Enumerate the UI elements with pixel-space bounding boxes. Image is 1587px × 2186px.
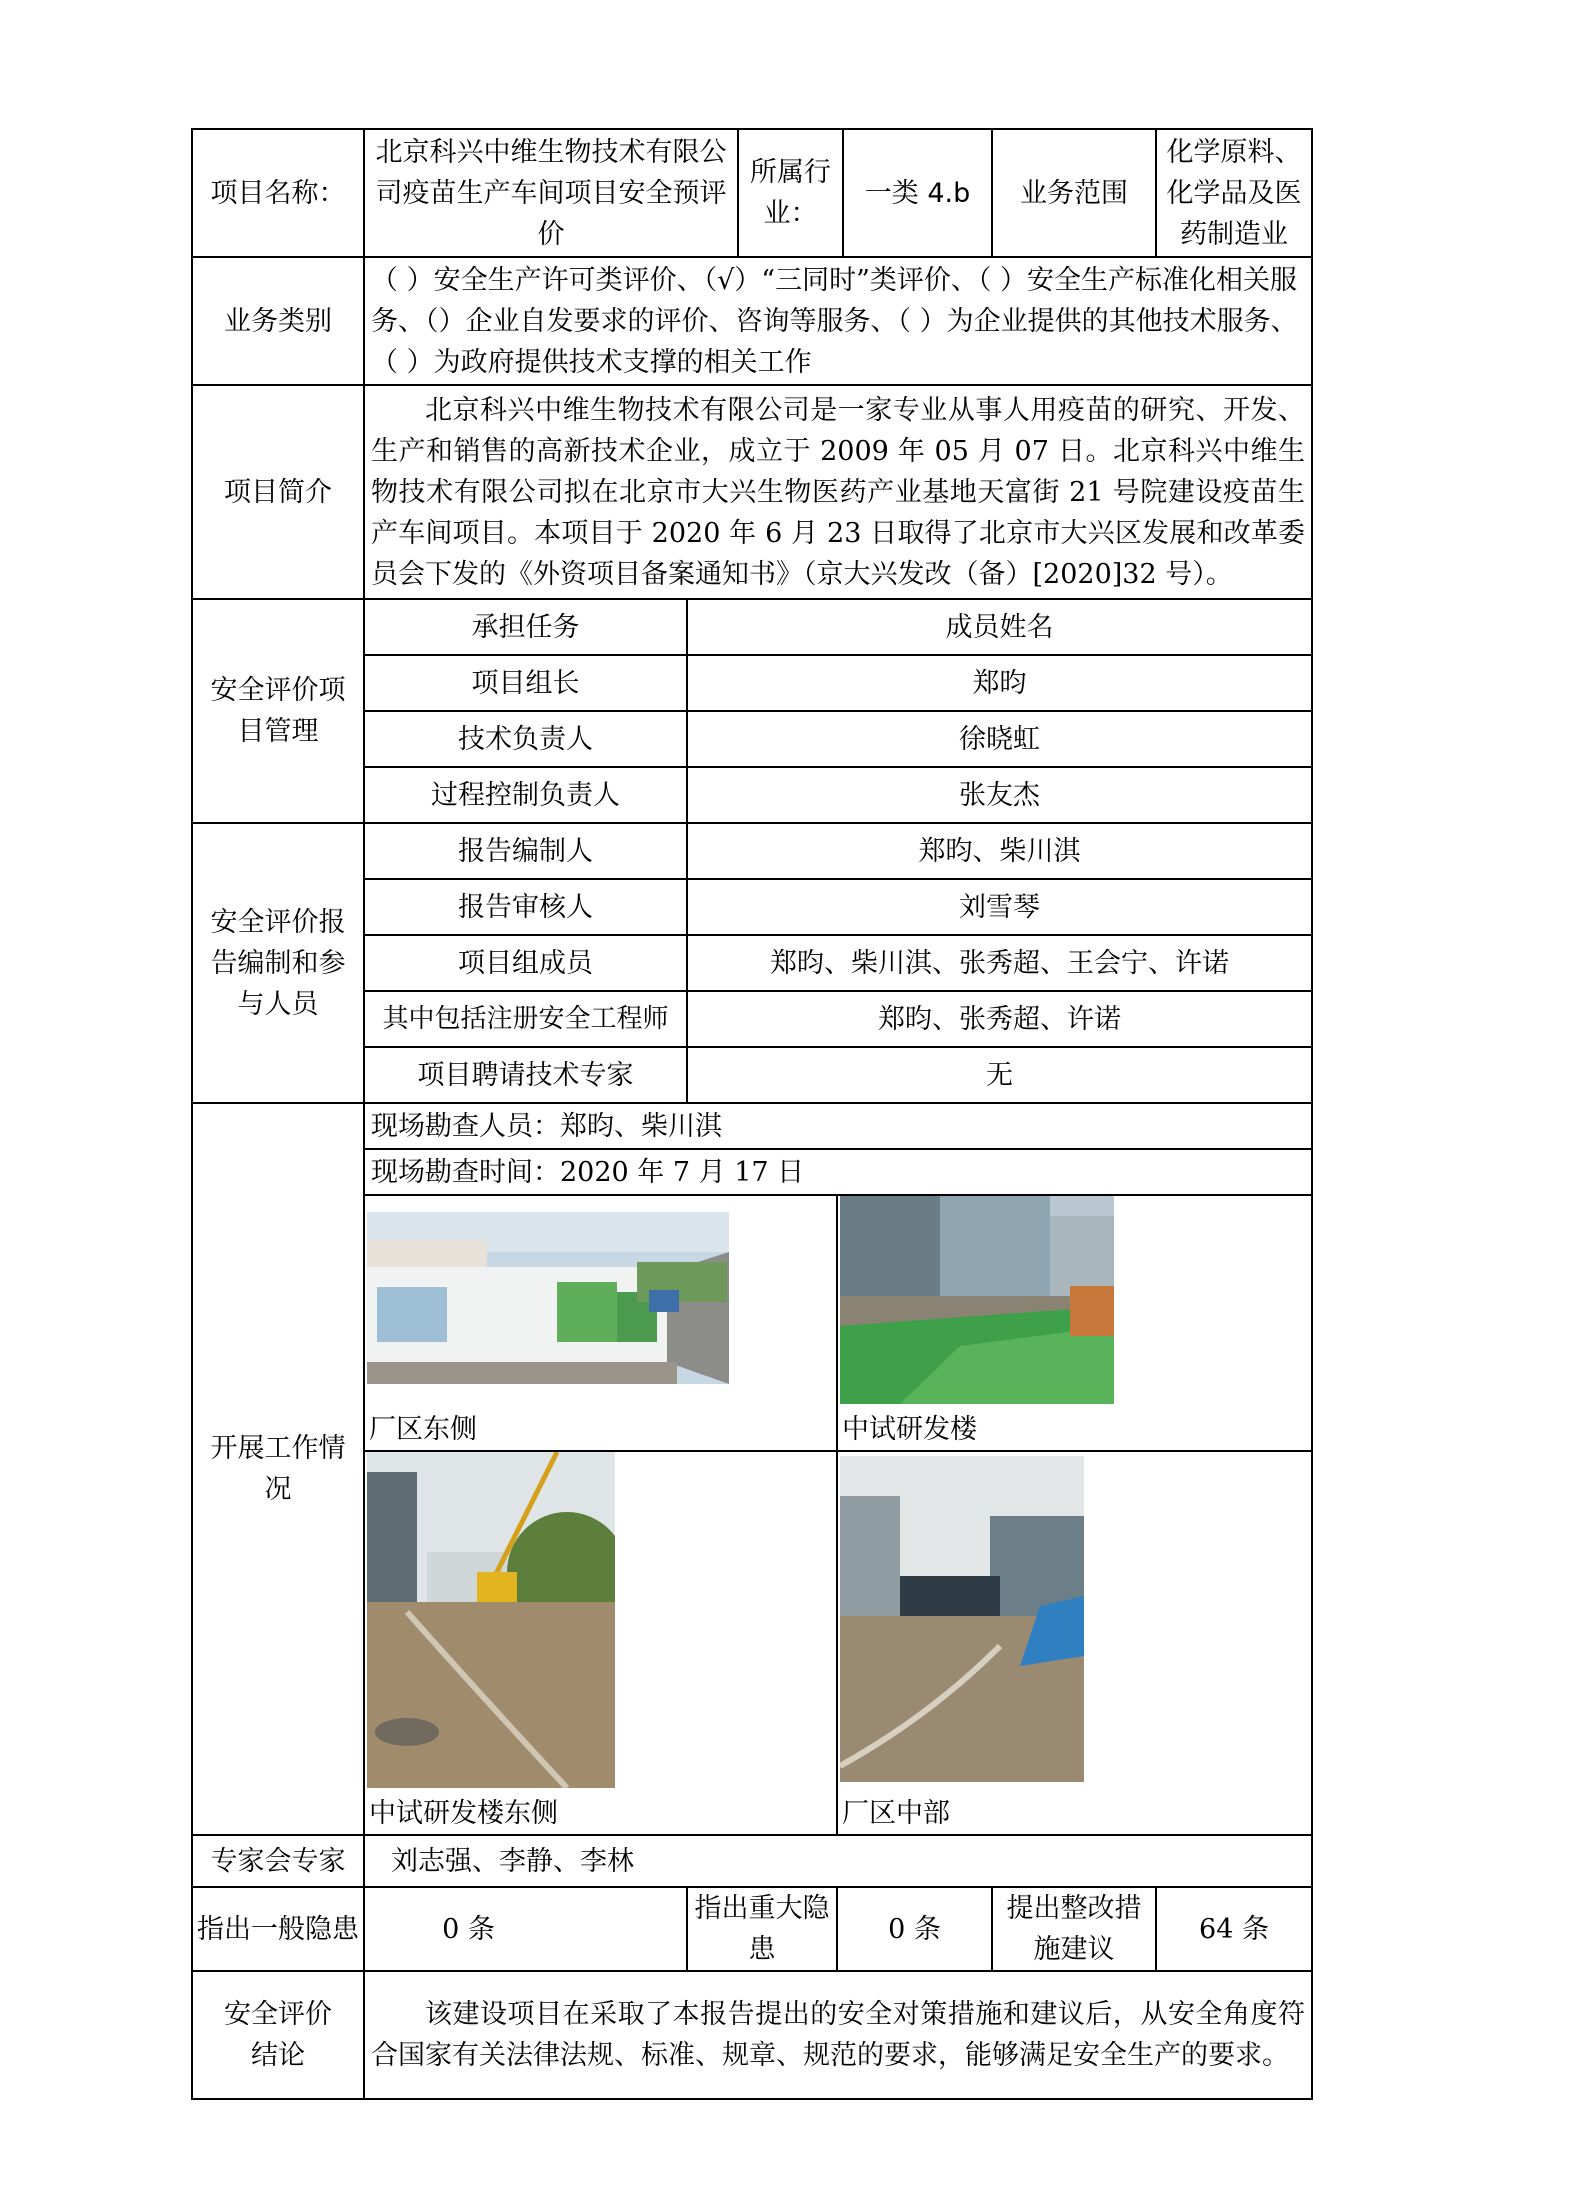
report-label: 安全评价报告编制和参与人员 xyxy=(192,823,364,1103)
management-task: 过程控制负责人 xyxy=(364,767,687,823)
management-task: 技术负责人 xyxy=(364,711,687,767)
report-name: 刘雪琴 xyxy=(687,879,1312,935)
experts-names: 刘志强、李静、李林 xyxy=(364,1835,1312,1887)
site-photo-rd-east xyxy=(367,1452,615,1788)
report-name: 无 xyxy=(687,1047,1312,1103)
report-name: 郑昀、柴川淇 xyxy=(687,823,1312,879)
management-name: 张友杰 xyxy=(687,767,1312,823)
industry-label: 所属行业： xyxy=(738,129,843,257)
report-task: 项目聘请技术专家 xyxy=(364,1047,687,1103)
major-hazard-label: 指出重大隐患 xyxy=(687,1887,837,1971)
report-task: 报告审核人 xyxy=(364,879,687,935)
conclusion-label: 安全评价结论 xyxy=(192,1971,364,2099)
work-inspectors: 现场勘查人员：郑昀、柴川淇 xyxy=(364,1103,1312,1149)
report-task: 项目组成员 xyxy=(364,935,687,991)
site-photo-east xyxy=(367,1212,729,1384)
photo-caption: 中试研发楼 xyxy=(842,1414,977,1445)
work-date: 现场勘查时间：2020 年 7 月 17 日 xyxy=(364,1149,1312,1195)
report-task: 其中包括注册安全工程师 xyxy=(364,991,687,1047)
management-label: 安全评价项目管理 xyxy=(192,599,364,823)
work-label: 开展工作情况 xyxy=(192,1103,364,1835)
photo-cell-rd xyxy=(837,1195,1312,1451)
intro-label: 项目简介 xyxy=(192,385,364,599)
management-task: 项目组长 xyxy=(364,655,687,711)
business-type-text: （ ）安全生产许可类评价、（√）“三同时”类评价、（ ）安全生产标准化相关服务、（）企业自发要求的评价、咨询等服务、（ ）为企业提供的其他技术服务、（ ）为政府提供技术支撑的相关工作 xyxy=(364,257,1312,385)
main-table xyxy=(191,128,1313,2100)
site-photo-rd-building xyxy=(840,1196,1114,1404)
major-hazard-value: 0 条 xyxy=(837,1887,992,1971)
photo-cell-east xyxy=(364,1195,837,1451)
photo-caption: 中试研发楼东侧 xyxy=(369,1798,558,1829)
photo-caption: 厂区东侧 xyxy=(369,1414,477,1445)
intro-text: 北京科兴中维生物技术有限公司是一家专业从事人用疫苗的研究、开发、生产和销售的高新技术企业，成立于 2009 年 05 月 07 日。北京科兴中维生物技术有限公司拟在北京市大兴生物医药产业基地天富街 21 号院建设疫苗生产车间项目。本项目于 2020 年 6 月 23 日取得了北京市大兴区发展和改革委员会下发的《外资项目备案通知书》（京大兴发改（备）[2020]32 号）。 xyxy=(364,385,1312,599)
general-hazard-value: 0 条 xyxy=(364,1887,687,1971)
measures-label: 提出整改措施建议 xyxy=(992,1887,1156,1971)
conclusion-text: 该建设项目在采取了本报告提出的安全对策措施和建议后，从安全角度符合国家有关法律法规、标准、规章、规范的要求，能够满足安全生产的要求。 xyxy=(364,1971,1312,2099)
management-header-name: 成员姓名 xyxy=(687,599,1312,655)
measures-value: 64 条 xyxy=(1156,1887,1312,1971)
general-hazard-label: 指出一般隐患 xyxy=(192,1887,364,1971)
business-type-label: 业务类别 xyxy=(192,257,364,385)
scope-label: 业务范围 xyxy=(992,129,1156,257)
management-header-task: 承担任务 xyxy=(364,599,687,655)
report-task: 报告编制人 xyxy=(364,823,687,879)
report-name: 郑昀、张秀超、许诺 xyxy=(687,991,1312,1047)
photo-caption: 厂区中部 xyxy=(842,1798,950,1829)
photo-cell-center xyxy=(837,1451,1312,1835)
management-name: 徐晓虹 xyxy=(687,711,1312,767)
management-name: 郑昀 xyxy=(687,655,1312,711)
scope-value: 化学原料、化学品及医药制造业 xyxy=(1156,129,1312,257)
site-photo-center xyxy=(840,1456,1084,1782)
photo-cell-rd-east xyxy=(364,1451,837,1835)
report-name: 郑昀、柴川淇、张秀超、王会宁、许诺 xyxy=(687,935,1312,991)
evaluation-form xyxy=(191,128,1311,2100)
project-name: 北京科兴中维生物技术有限公司疫苗生产车间项目安全预评价 xyxy=(364,129,738,257)
project-name-label: 项目名称： xyxy=(192,129,364,257)
industry-value: 一类 4.b xyxy=(843,129,992,257)
experts-label: 专家会专家 xyxy=(192,1835,364,1887)
